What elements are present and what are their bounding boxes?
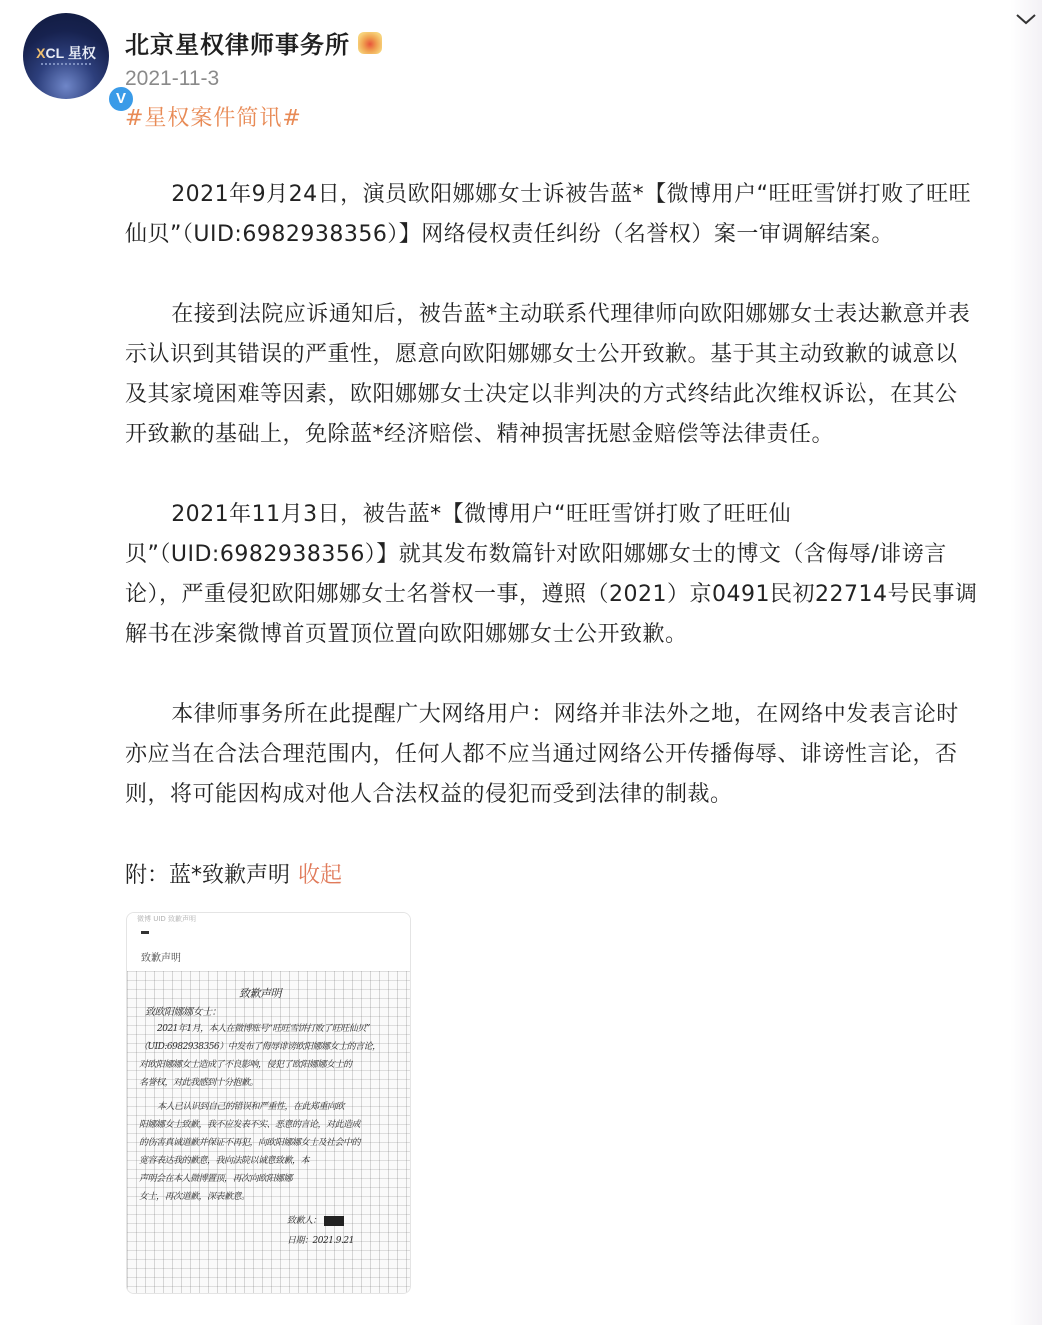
handwritten-line: 阳娜娜女士致歉，我不应发表不实、恶意的言论，对此造成 [139,1120,361,1130]
handwritten-line: 宽容表达我的歉意，我向法院以诚意致歉，本 [139,1156,310,1166]
paragraph-line: 论），严重侵犯欧阳娜娜女士名誉权一事，遵照（2021）京0491民初22714号民事调 [125,582,978,607]
handwritten-line: （UID:6982938356）中发布了侮辱诽谤欧阳娜娜女士的言论， [139,1042,381,1052]
paragraph-line: 解书在涉案微博首页置顶位置向欧阳娜娜女士公开致歉。 [125,622,688,647]
avatar-logo-text: CL 星权 [45,45,96,61]
paragraph-line: 亦应当在合法合理范围内，任何人都不应当通过网络公开传播侮辱、诽谤性言论，否 [125,742,958,767]
date-label: 日期： [287,1236,313,1246]
avatar-logo [33,43,99,63]
author-name[interactable] [125,25,382,60]
image-top-caption: 微博 UID 致歉声明 [137,915,197,923]
paragraph-4 [125,695,1040,815]
date-line [287,1233,354,1246]
avatar-logo-x: X [36,45,46,61]
handwritten-title: 致歉声明 [239,987,281,1000]
paragraph-1 [125,175,1040,255]
handwritten-line: 致欧阳娜娜女士： [145,1007,221,1018]
chevron-down-icon[interactable] [1014,10,1038,28]
paragraph-line: 开致歉的基础上，免除蓝*经济赔偿、精神损害抚慰金赔偿等法律责任。 [125,422,835,447]
signature-line [287,1213,344,1226]
paragraph-line: 本律师事务所在此提醒广大网络用户：网络并非法外之地，在网络中发表言论时 [171,702,959,727]
paragraph-line: 则，将可能因构成对他人合法权益的侵犯而受到法律的制裁。 [125,782,733,807]
paragraph-3 [125,495,1040,655]
handwritten-line: 名誉权，对此我感到十分抱歉。 [139,1078,259,1088]
redacted-name [324,1216,344,1226]
handwritten-line: 对欧阳娜娜女士造成了不良影响，侵犯了欧阳娜娜女士的 [139,1060,352,1070]
image-header-title: 致歉声明 [141,953,181,964]
author-name-text: 北京星权律师事务所 [125,31,350,59]
signature-label: 致歉人： [287,1216,322,1226]
paragraph-line: 2021年11月3日，被告蓝*【微博用户“旺旺雪饼打败了旺旺仙 [171,502,792,527]
grid-paper [127,971,410,1293]
attachment-label: 附：蓝*致歉声明 [125,863,291,888]
handwritten-line: 2021年1月，本人在微博账号“旺旺雪饼打败了旺旺仙贝” [157,1024,370,1034]
verified-badge-icon: V [107,85,135,113]
collapse-link[interactable]: 收起 [298,863,343,888]
apology-statement-image[interactable] [126,912,411,1294]
crown-icon [358,32,382,54]
paragraph-line: 示认识到其错误的严重性，愿意向欧阳娜娜女士公开致歉。基于其主动致歉的诚意以 [125,342,958,367]
handwritten-line: 的伤害真诚道歉并保证不再犯，向欧阳娜娜女士及社会中的 [139,1138,361,1148]
post-date: 2021-11-3 [125,67,220,90]
avatar-subline [41,63,91,68]
image-header-area [127,913,410,969]
image-dash-mark [141,931,149,934]
hashtag-link[interactable]: #星权案件简讯# [125,106,302,131]
handwritten-line: 本人已认识到自己的错误和严重性，在此郑重向欧 [157,1102,345,1112]
handwritten-line: 女士，再次道歉，深表歉意。 [139,1192,250,1202]
attachment-line [125,858,342,889]
paragraph-line: 在接到法院应诉通知后，被告蓝*主动联系代理律师向欧阳娜娜女士表达歉意并表 [171,302,971,327]
paragraph-2 [125,295,1040,455]
paragraph-line: 贝”（UID:6982938356）】就其发布数篇针对欧阳娜娜女士的博文（含侮辱/诽谤言 [125,542,947,567]
paragraph-line: 及其家境困难等因素，欧阳娜娜女士决定以非判决的方式终结此次维权诉讼，在其公 [125,382,958,407]
date-value: 2021.9.21 [312,1236,354,1246]
avatar[interactable] [23,13,126,107]
paragraph-line: 仙贝”（UID:6982938356）】网络侵权责任纠纷（名誉权）案一审调解结案。 [125,222,894,247]
handwritten-line: 声明会在本人微博置顶，再次向欧阳娜娜 [139,1174,293,1184]
paragraph-line: 2021年9月24日，演员欧阳娜娜女士诉被告蓝*【微博用户“旺旺雪饼打败了旺旺 [171,182,972,207]
